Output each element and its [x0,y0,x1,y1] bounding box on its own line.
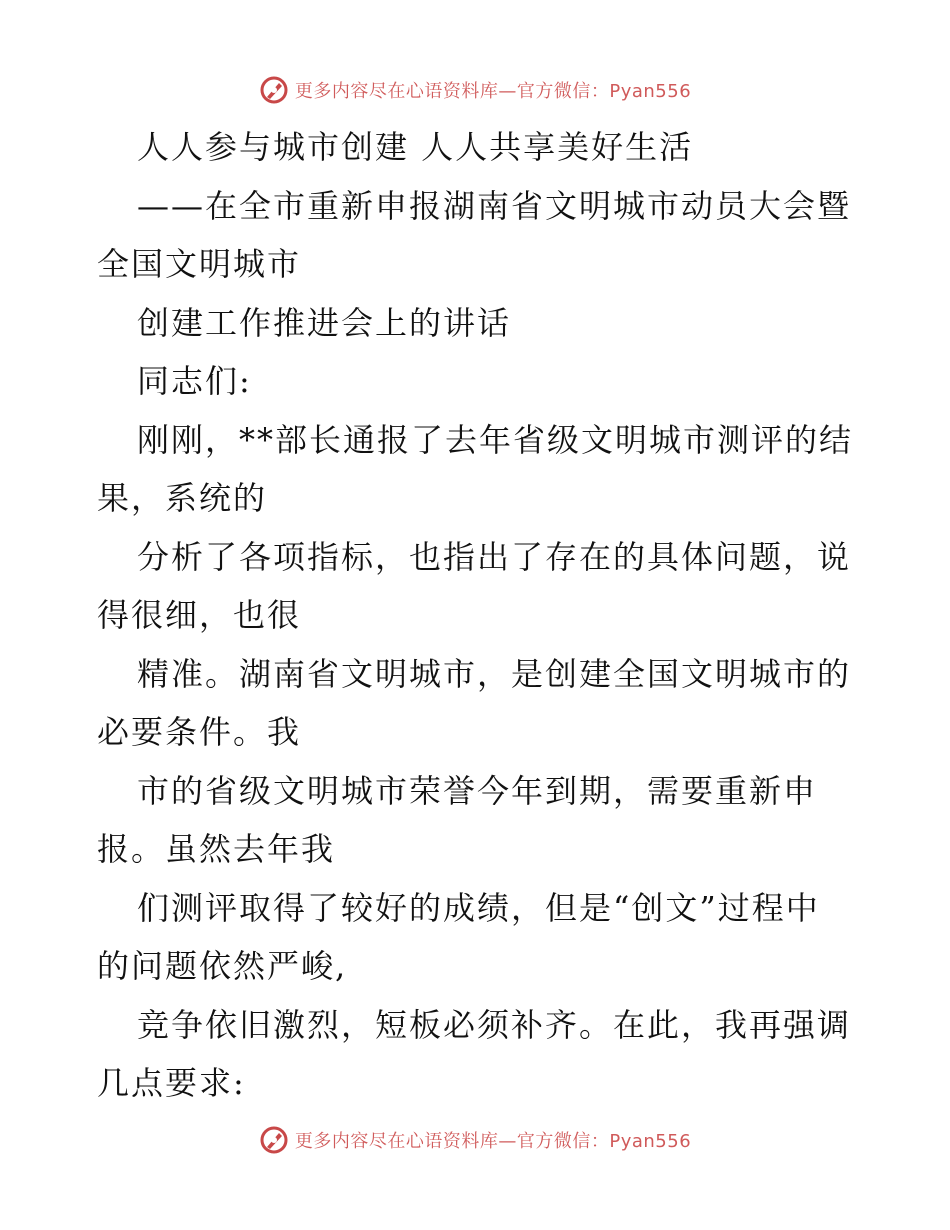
subtitle-line-2: 创建工作推进会上的讲话 [137,303,512,342]
watermark-text: 更多内容尽在心语资料库—官方微信：Pyan556 [294,1131,692,1152]
body-line: 分析了各项指标，也指出了存在的具体问题，说 [137,537,852,576]
body-line: 精准。湖南省文明城市，是创建全国文明城市的 [137,654,852,693]
body-line: 必要条件。我 [97,713,302,751]
body-line: 市的省级文明城市荣誉今年到期，需要重新申 [137,771,818,810]
body-line: 报。虽然去年我 [97,830,336,868]
body-line: 得很细，也很 [97,596,302,634]
red-pen-circle-logo-icon [259,1125,289,1155]
body-line: 刚刚，**部长通报了去年省级文明城市测评的结 [137,420,854,459]
title-line: 人人参与城市创建 人人共享美好生活 [137,128,694,166]
salutation: 同志们: [137,362,252,400]
footer-watermark [0,1120,950,1160]
body-line: 们测评取得了较好的成绩，但是“创文”过程中 [137,888,820,927]
watermark-text: 更多内容尽在心语资料库—官方微信：Pyan556 [294,81,692,102]
subtitle-line-continued: 全国文明城市 [97,245,302,283]
body-line: 果，系统的 [97,479,268,517]
body-line: 竞争依旧激烈，短板必须补齐。在此，我再强调 [137,1005,852,1044]
subtitle-line: ——在全市重新申报湖南省文明城市动员大会暨 [137,186,852,225]
red-pen-circle-logo-icon [259,75,289,105]
header-watermark [0,70,950,110]
body-line: 几点要求: [97,1064,246,1102]
body-line: 的问题依然严峻, [97,947,348,985]
document-body [97,118,857,1113]
